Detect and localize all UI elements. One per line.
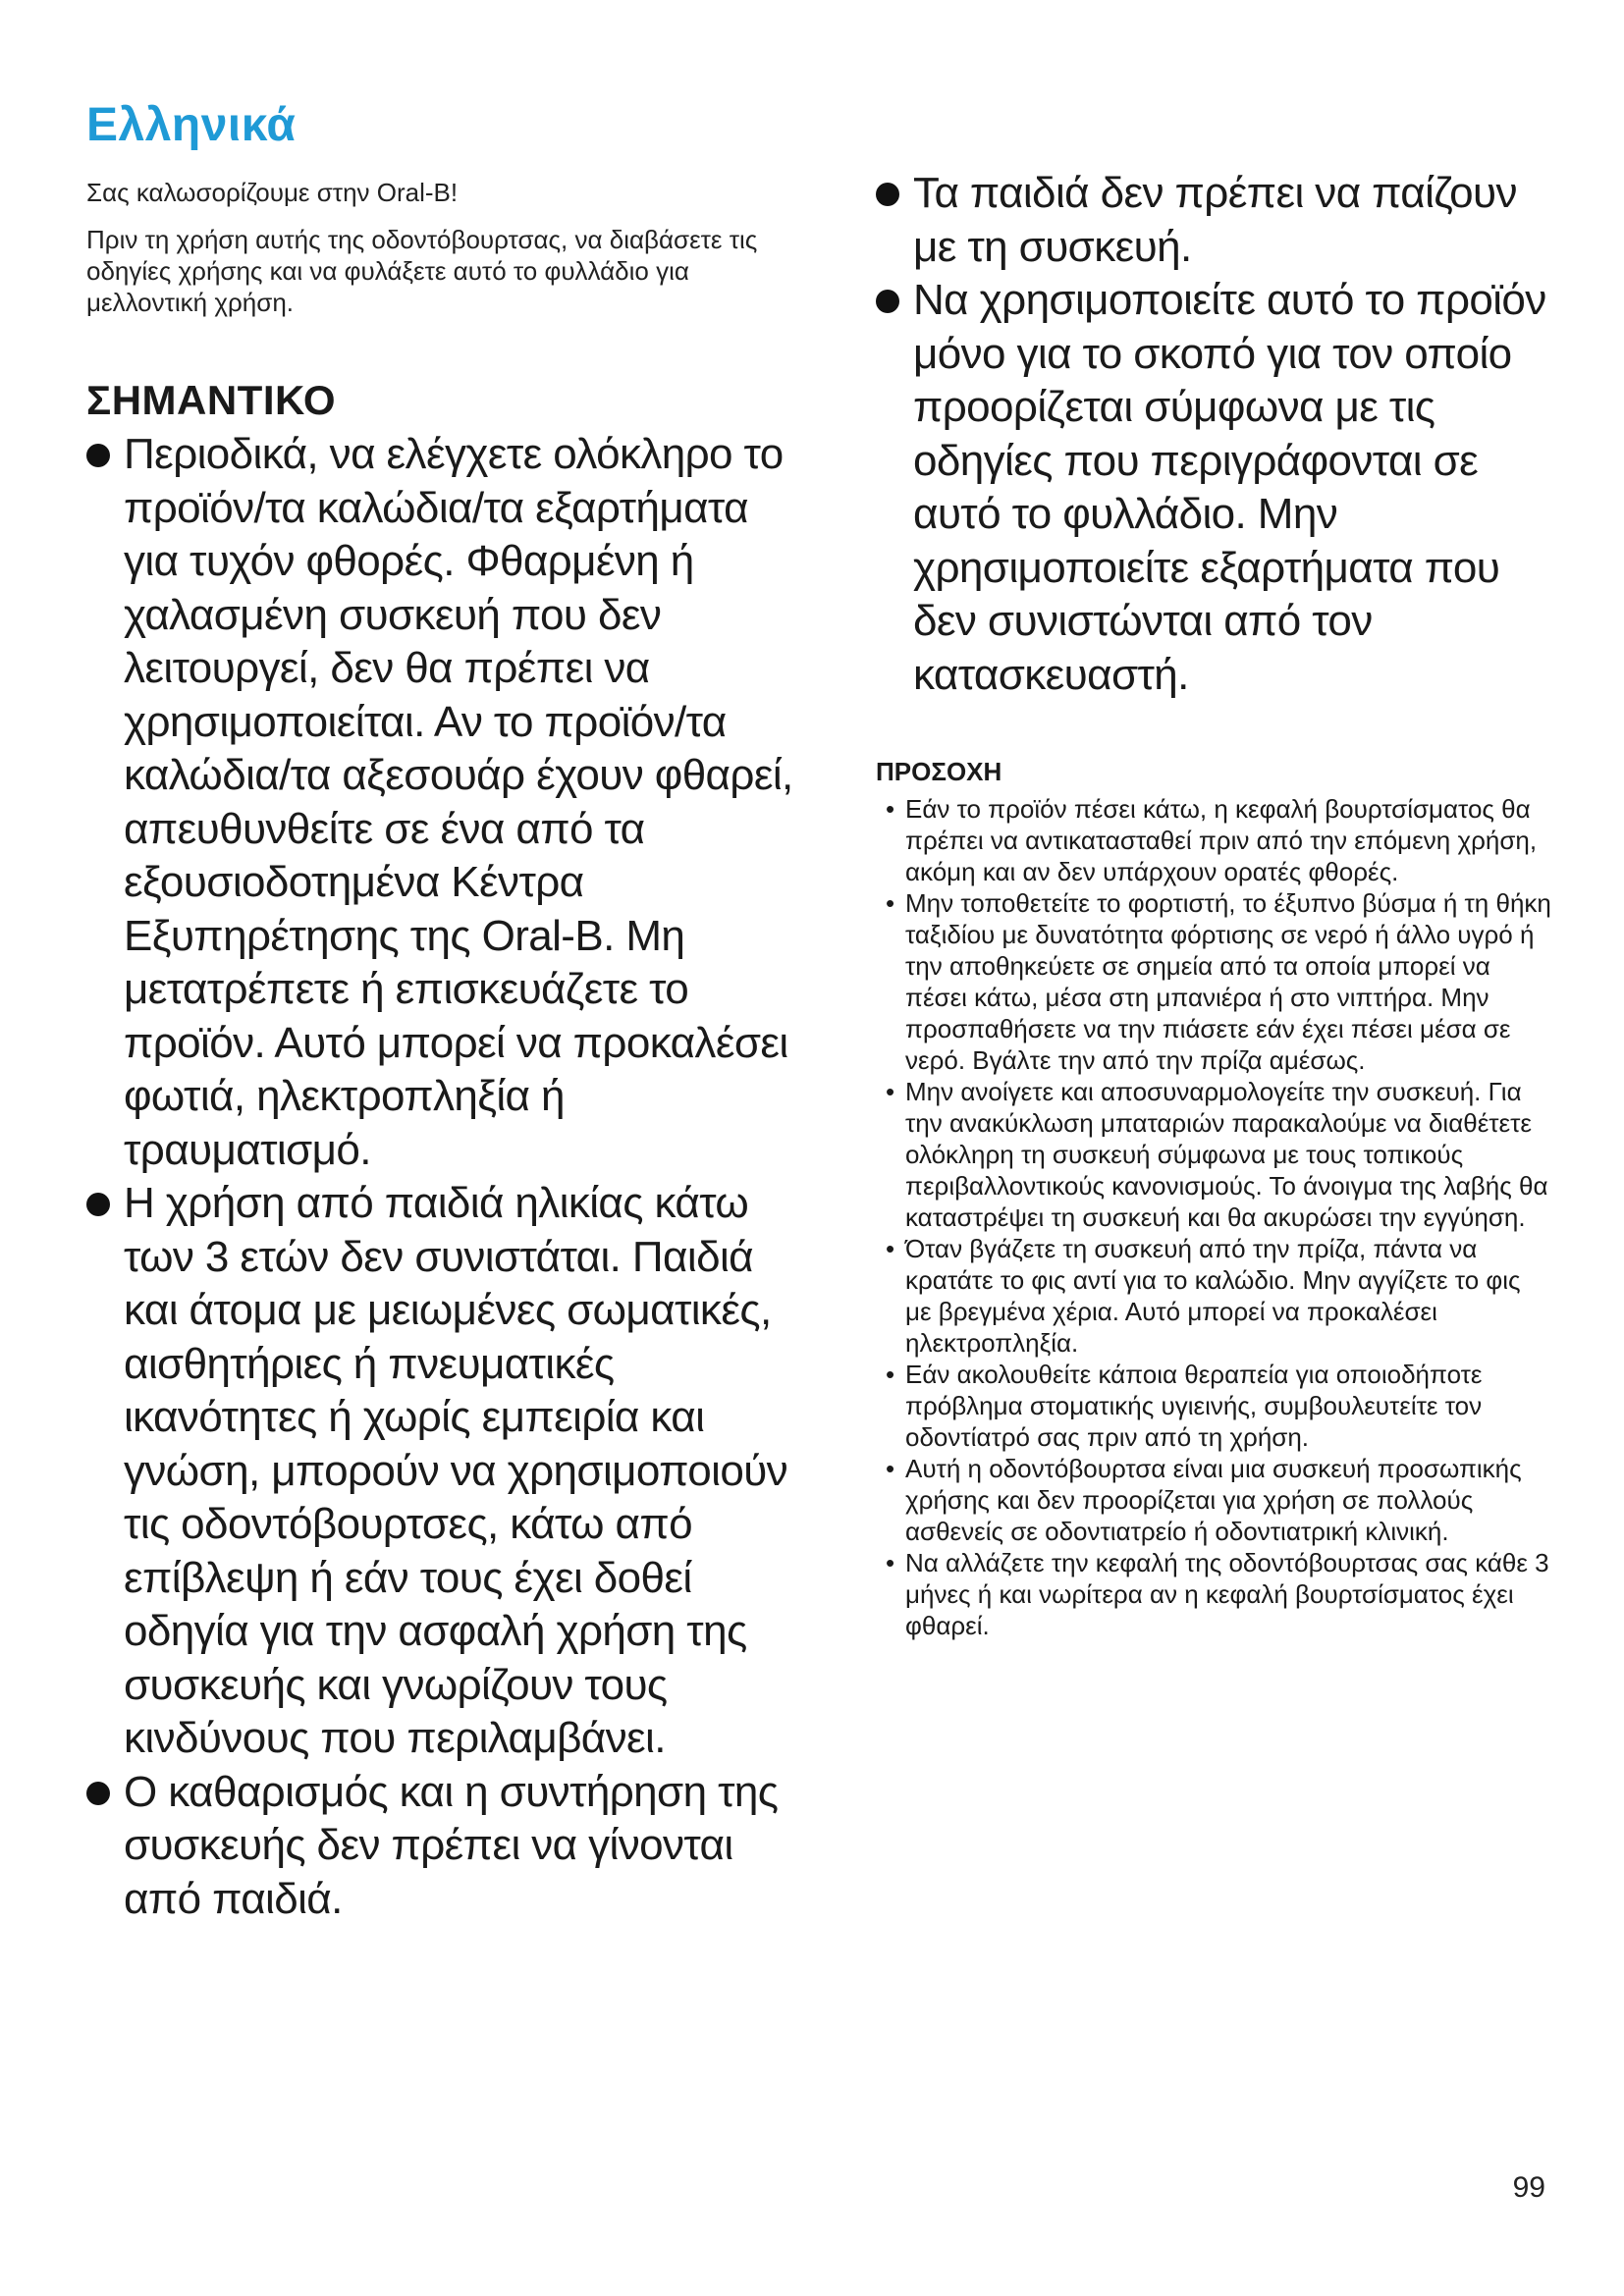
bullet-icon [86, 444, 110, 467]
bullet-icon: • [886, 1360, 895, 1389]
caution-item: • Αυτή η οδοντόβουρτσα είναι μια συσκευή προσωπικής χρήσης και δεν προορίζεται για χρήση σε πολλούς ασθενείς σε οδοντιατρείο ή οδοντιατρική κλινική. [886, 1454, 1522, 1546]
bullet-icon: • [886, 888, 895, 918]
language-title: Ελληνικά [86, 99, 297, 151]
intro-welcome: Σας καλωσορίζουμε στην Oral-B! [86, 178, 459, 207]
bullet-icon [86, 1782, 110, 1805]
important-item: Η χρήση από παιδιά ηλικίας κάτω των 3 ετών δεν συνιστάται. Παιδιά και άτομα με μειωμένες σωματικές, αισθητήριες ή πνευματικές ικανότητες ή χωρίς εμπειρία και γνώση, μπορούν να χρησιμοποιούν τις οδοντόβουρτσες, κάτω από επίβλεψη ή εάν τους έχει δοθεί οδηγία για την ασφαλή χρήση της συσκευής και γνωρίζουν τους κινδύνους που περιλαμβάνει. [86, 1177, 793, 1766]
important-list-right [876, 167, 1553, 702]
right-column [876, 167, 1553, 1641]
important-title: ΣΗΜΑΝΤΙΚΟ [86, 377, 337, 423]
bullet-icon: • [886, 1548, 895, 1577]
caution-title: ΠΡΟΣΟΧΗ [876, 757, 1002, 786]
bullet-icon: • [886, 1234, 895, 1263]
caution-list [876, 793, 1553, 1641]
important-list-left [86, 428, 793, 1926]
important-item: Να χρησιμοποιείτε αυτό το προϊόν μόνο για το σκοπό για τον οποίο προορίζεται σύμφωνα με τις οδηγίες που περιγράφονται σε αυτό το φυλλάδιο. Μην χρησιμοποιείτε εξαρτήματα που δεν συνιστώνται από τον κατασκευαστή. [876, 274, 1553, 702]
bullet-icon: • [886, 794, 895, 824]
caution-item: • Εάν ακολουθείτε κάποια θεραπεία για οποιοδήποτε πρόβλημα στοματικής υγιεινής, συμβουλευτείτε τον οδοντίατρό σας πριν από τη χρήση. [886, 1360, 1483, 1452]
important-item: Περιοδικά, να ελέγχετε ολόκληρο το προϊόν/τα καλώδια/τα εξαρτήματα για τυχόν φθορές. Φθαρμένη ή χαλασμένη συσκευή που δεν λειτουργεί, δεν θα πρέπει να χρησιμοποιείται. Αν το προϊόν/τα καλώδια/τα αξεσουάρ έχουν φθαρεί, απευθυνθείτε σε ένα από τα εξουσιοδοτημένα Κέντρα Εξυπηρέτησης της Oral-B. Μη μετατρέπετε ή επισκευάζετε το προϊόν. Αυτό μπορεί να προκαλέσει φωτιά, ηλεκτροπληξία ή τραυματισμό. [86, 428, 793, 1177]
bullet-icon [876, 290, 899, 313]
bullet-icon [876, 183, 899, 206]
bullet-icon: • [886, 1454, 895, 1483]
left-column [86, 177, 793, 1926]
caution-item: • Μην ανοίγετε και αποσυναρμολογείτε την συσκευή. Για την ανακύκλωση μπαταριών παρακαλούμε να διαθέτετε ολόκληρη τη συσκευή σύμφωνα με τους τοπικούς περιβαλλοντικούς κανονισμούς. Το άνοιγμα της λαβής θα καταστρέψει τη συσκευή και θα ακυρώσει την εγγύηση. [886, 1077, 1548, 1232]
caution-item: • Όταν βγάζετε τη συσκευή από την πρίζα, πάντα να κρατάτε το φις αντί για το καλώδιο. Μην αγγίζετε το φις με βρεγμένα χέρια. Αυτό μπορεί να προκαλέσει ηλεκτροπληξία. [886, 1234, 1521, 1358]
caution-item: • Μην τοποθετείτε το φορτιστή, το έξυπνο βύσμα ή τη θήκη ταξιδίου με δυνατότητα φόρτισης σε νερό ή άλλο υγρό ή την αποθηκεύετε σε σημεία από τα οποία μπορεί να πέσει κάτω, μέσα στη μπανιέρα ή στο νιπτήρα. Μην προσπαθήσετε να την πιάσετε εάν έχει πέσει μέσα σε νερό. Βγάλτε την από την πρίζα αμέσως. [886, 888, 1551, 1075]
important-item: Ο καθαρισμός και η συντήρηση της συσκευής δεν πρέπει να γίνονται από παιδιά. [86, 1766, 793, 1927]
bullet-icon: • [886, 1077, 895, 1106]
bullet-icon [86, 1193, 110, 1216]
important-item: Τα παιδιά δεν πρέπει να παίζουν με τη συσκευή. [876, 167, 1553, 274]
caution-item: • Να αλλάζετε την κεφαλή της οδοντόβουρτσας σας κάθε 3 μήνες ή και νωρίτερα αν η κεφαλή βουρτσίσματος έχει φθαρεί. [886, 1548, 1549, 1640]
intro-instructions: Πριν τη χρήση αυτής της οδοντόβουρτσας, να διαβάσετε τις οδηγίες χρήσης και να φυλάξετε αυτό το φυλλάδιο για μελλοντική χρήση. [86, 225, 758, 317]
caution-item: • Εάν το προϊόν πέσει κάτω, η κεφαλή βουρτσίσματος θα πρέπει να αντικατασταθεί πριν από την επόμενη χρήση, ακόμη και αν δεν υπάρχουν ορατές φθορές. [886, 794, 1538, 886]
page-number: 99 [1512, 2171, 1545, 2204]
